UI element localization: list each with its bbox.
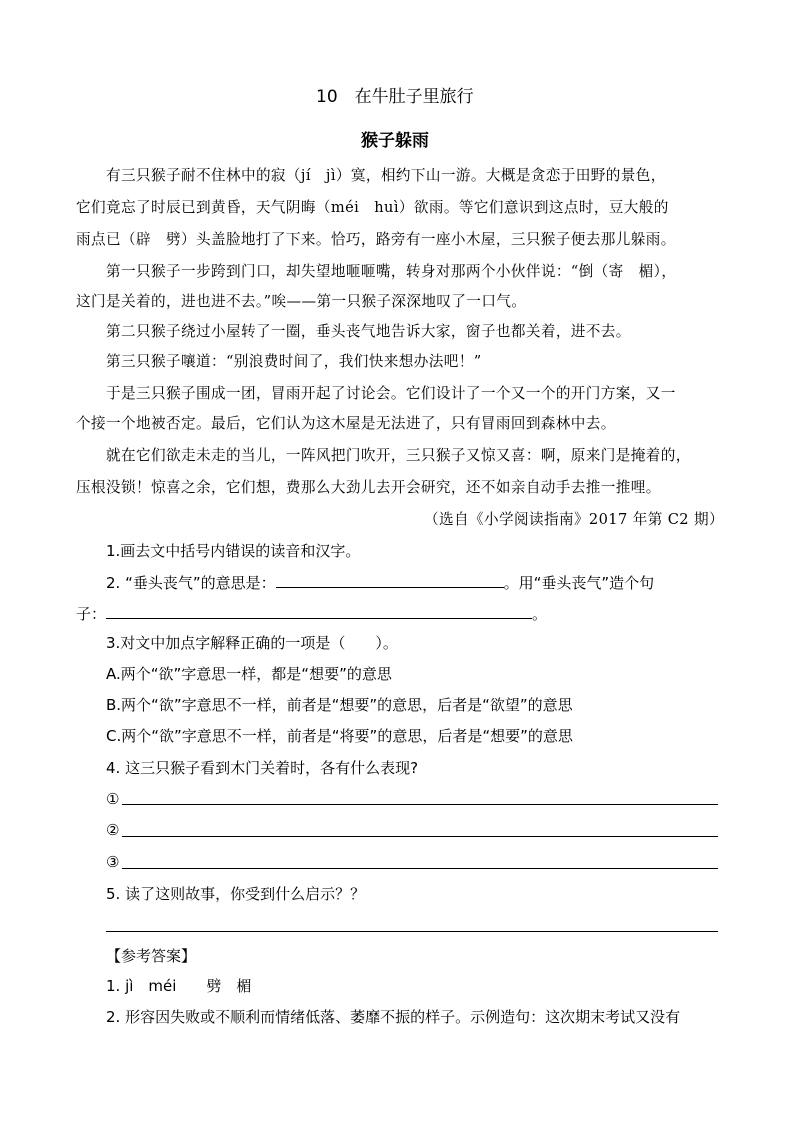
story-line: 个接一个地被否定。最后，它们认为这木屋是无法进了，只有冒雨回到森林中去。	[76, 415, 616, 432]
question-2-cont-label: 子：	[76, 605, 107, 623]
story-line: 第二只猴子绕过小屋转了一圈，垂头丧气地告诉大家，窗子也都关着，进不去。	[106, 323, 631, 340]
story-title: 猴子躲雨	[361, 131, 429, 151]
question-2-end: 。	[532, 605, 548, 623]
question-2-prefix: 2. “垂头丧气”的意思是：	[106, 574, 276, 592]
answer-2: 2. 形容因失败或不顺利而情绪低落、萎靡不振的样子。示例造句：这次期末考试又没有	[106, 1008, 681, 1026]
answer-marker-2: ②	[106, 821, 120, 839]
answers-header: 【参考答案】	[106, 947, 197, 965]
answer-line-2[interactable]	[122, 836, 718, 837]
option-a: A.两个“欲”字意思一样，都是“想要”的意思	[106, 665, 392, 683]
question-2-cont	[76, 603, 547, 624]
story-line: 第三只猴子嚷道：“别浪费时间了，我们快来想办法吧！”	[106, 353, 482, 370]
question-3: 3.对文中加点字解释正确的一项是（ ）。	[106, 634, 398, 652]
question-5: 5. 读了这则故事，你受到什么启示？？	[106, 885, 366, 903]
story-line: 第一只猴子一步跨到门口，却失望地咂咂嘴，转身对那两个小伙伴说：“倒（寄 楣），	[106, 263, 677, 280]
story-line: 于是三只猴子围成一团，冒雨开起了讨论会。它们设计了一个又一个的开门方案，又一	[106, 385, 676, 402]
story-line: 压根没锁！惊喜之余，它们想，费那么大劲儿去开会研究，还不如亲自动手去推一推哩。	[76, 479, 661, 496]
lesson-title: 10 在牛肚子里旅行	[316, 87, 474, 107]
answer-line-3[interactable]	[122, 868, 718, 869]
answer-line-5[interactable]	[106, 931, 718, 932]
story-line: 就在它们欲走未走的当儿，一阵风把门吹开，三只猴子又惊又喜：啊，原来门是掩着的，	[106, 447, 691, 464]
story-line: 雨点已（辟 劈）头盖脸地打了下来。恰巧，路旁有一座小木屋，三只猴子便去那儿躲雨。	[76, 231, 676, 248]
story-line: 有三只猴子耐不住林中的寂（jí jì）寞，相约下山一游。大概是贪恋于田野的景色，	[106, 167, 666, 184]
question-2	[106, 572, 654, 593]
answer-marker-3: ③	[106, 853, 120, 871]
answer-1: 1. jì méi 劈 楣	[106, 977, 252, 995]
answer-blank[interactable]	[276, 572, 504, 588]
answer-line-1[interactable]	[122, 804, 718, 805]
story-line: 这门是关着的，进也进不去。”唉——第一只猴子深深地叹了一口气。	[76, 293, 527, 310]
answer-blank[interactable]	[106, 603, 532, 619]
story-source: （选自《小学阅读指南》2017 年第 C2 期）	[424, 511, 725, 528]
option-c: C.两个“欲”字意思不一样，前者是“将要”的意思，后者是“想要”的意思	[106, 727, 573, 745]
question-4: 4. 这三只猴子看到木门关着时，各有什么表现?	[106, 759, 419, 777]
answer-marker-1: ①	[106, 790, 120, 808]
question-1: 1.画去文中括号内错误的读音和汉字。	[106, 542, 361, 560]
story-line: 它们竟忘了时辰已到黄昏，天气阴晦（méi huì）欲雨。等它们意识到这点时，豆大般的	[76, 199, 669, 216]
question-2-mid: 。用“垂头丧气”造个句	[503, 574, 655, 592]
option-b: B.两个“欲”字意思不一样，前者是“想要”的意思，后者是“欲望”的意思	[106, 696, 573, 714]
